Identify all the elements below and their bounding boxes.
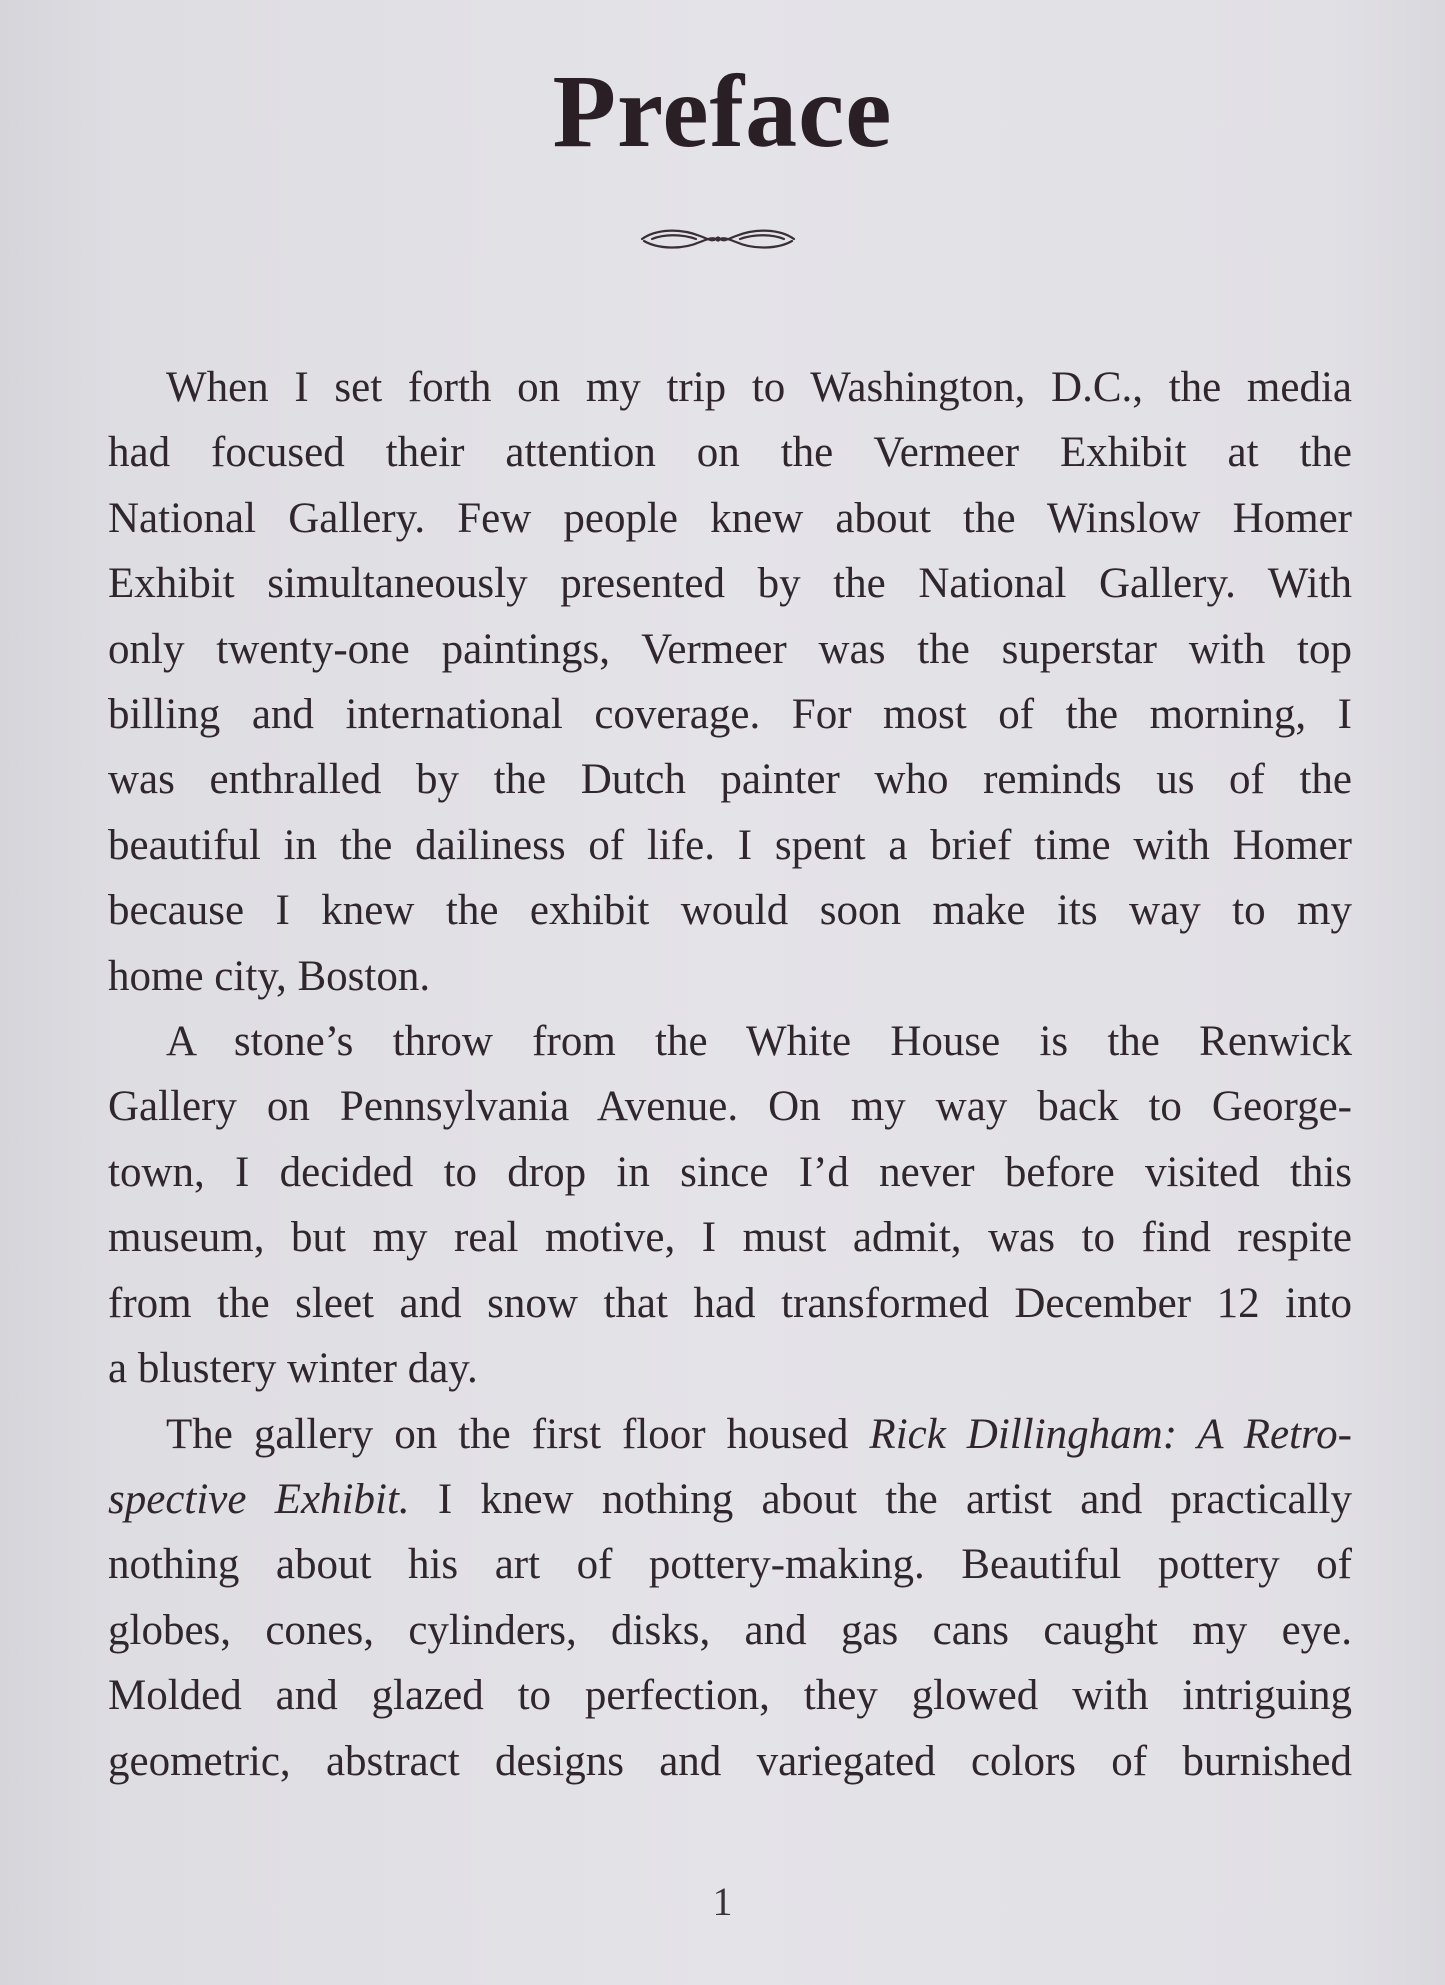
- chapter-title: Preface: [552, 54, 893, 169]
- text-line: town, I decided to drop in since I’d never before visited this: [108, 1148, 1352, 1196]
- exhibit-title-italic: spective Exhibit.: [108, 1475, 410, 1523]
- paragraph-1: [108, 355, 1352, 1009]
- text-line: from the sleet and snow that had transformed December 12 into: [108, 1279, 1352, 1327]
- text-line: When I set forth on my trip to Washington, D.C., the media: [166, 364, 1352, 411]
- text-line: Molded and glazed to perfection, they glowed with intriguing: [108, 1672, 1352, 1720]
- text-line: museum, but my real motive, I must admit, was to find respite: [108, 1214, 1352, 1262]
- text-line: geometric, abstract designs and variegated colors of burnished: [108, 1737, 1352, 1785]
- text-line: only twenty-one paintings, Vermeer was the superstar with top: [108, 625, 1352, 673]
- text-line: Gallery on Pennsylvania Avenue. On my way back to George-: [108, 1083, 1352, 1131]
- text-line: had focused their attention on the Vermeer Exhibit at the: [108, 429, 1352, 477]
- paragraph-2: [108, 1009, 1352, 1401]
- text-line: globes, cones, cylinders, disks, and gas cans caught my eye.: [108, 1606, 1352, 1654]
- text-run: The gallery on the first floor housed: [166, 1410, 870, 1458]
- text-line: beautiful in the dailiness of life. I spent a brief time with Homer: [108, 821, 1352, 869]
- text-line: home city, Boston.: [108, 952, 431, 1000]
- text-line: billing and international coverage. For most of the morning, I: [108, 691, 1352, 739]
- text-line: Exhibit simultaneously presented by the National Gallery. With: [108, 560, 1352, 608]
- flourish-ornament-icon: [638, 224, 798, 254]
- text-line: [108, 1467, 1352, 1532]
- text-line: because I knew the exhibit would soon make its way to my: [108, 887, 1352, 935]
- text-line: nothing about his art of pottery-making. Beautiful pottery of: [108, 1541, 1352, 1589]
- page-number: 1: [712, 1879, 733, 1924]
- text-line: [108, 1402, 1352, 1467]
- text-run: I knew nothing about the artist and practically: [409, 1475, 1352, 1523]
- text-line: National Gallery. Few people knew about the Winslow Homer: [108, 494, 1352, 542]
- paragraph-3: [108, 1402, 1352, 1794]
- text-line: A stone’s throw from the White House is the Renwick: [166, 1018, 1352, 1066]
- exhibit-title-italic: Rick Dillingham: A Retro-: [869, 1410, 1352, 1458]
- body-text: [108, 355, 1352, 1794]
- text-line: a blustery winter day.: [108, 1345, 478, 1393]
- text-line: was enthralled by the Dutch painter who reminds us of the: [108, 756, 1352, 804]
